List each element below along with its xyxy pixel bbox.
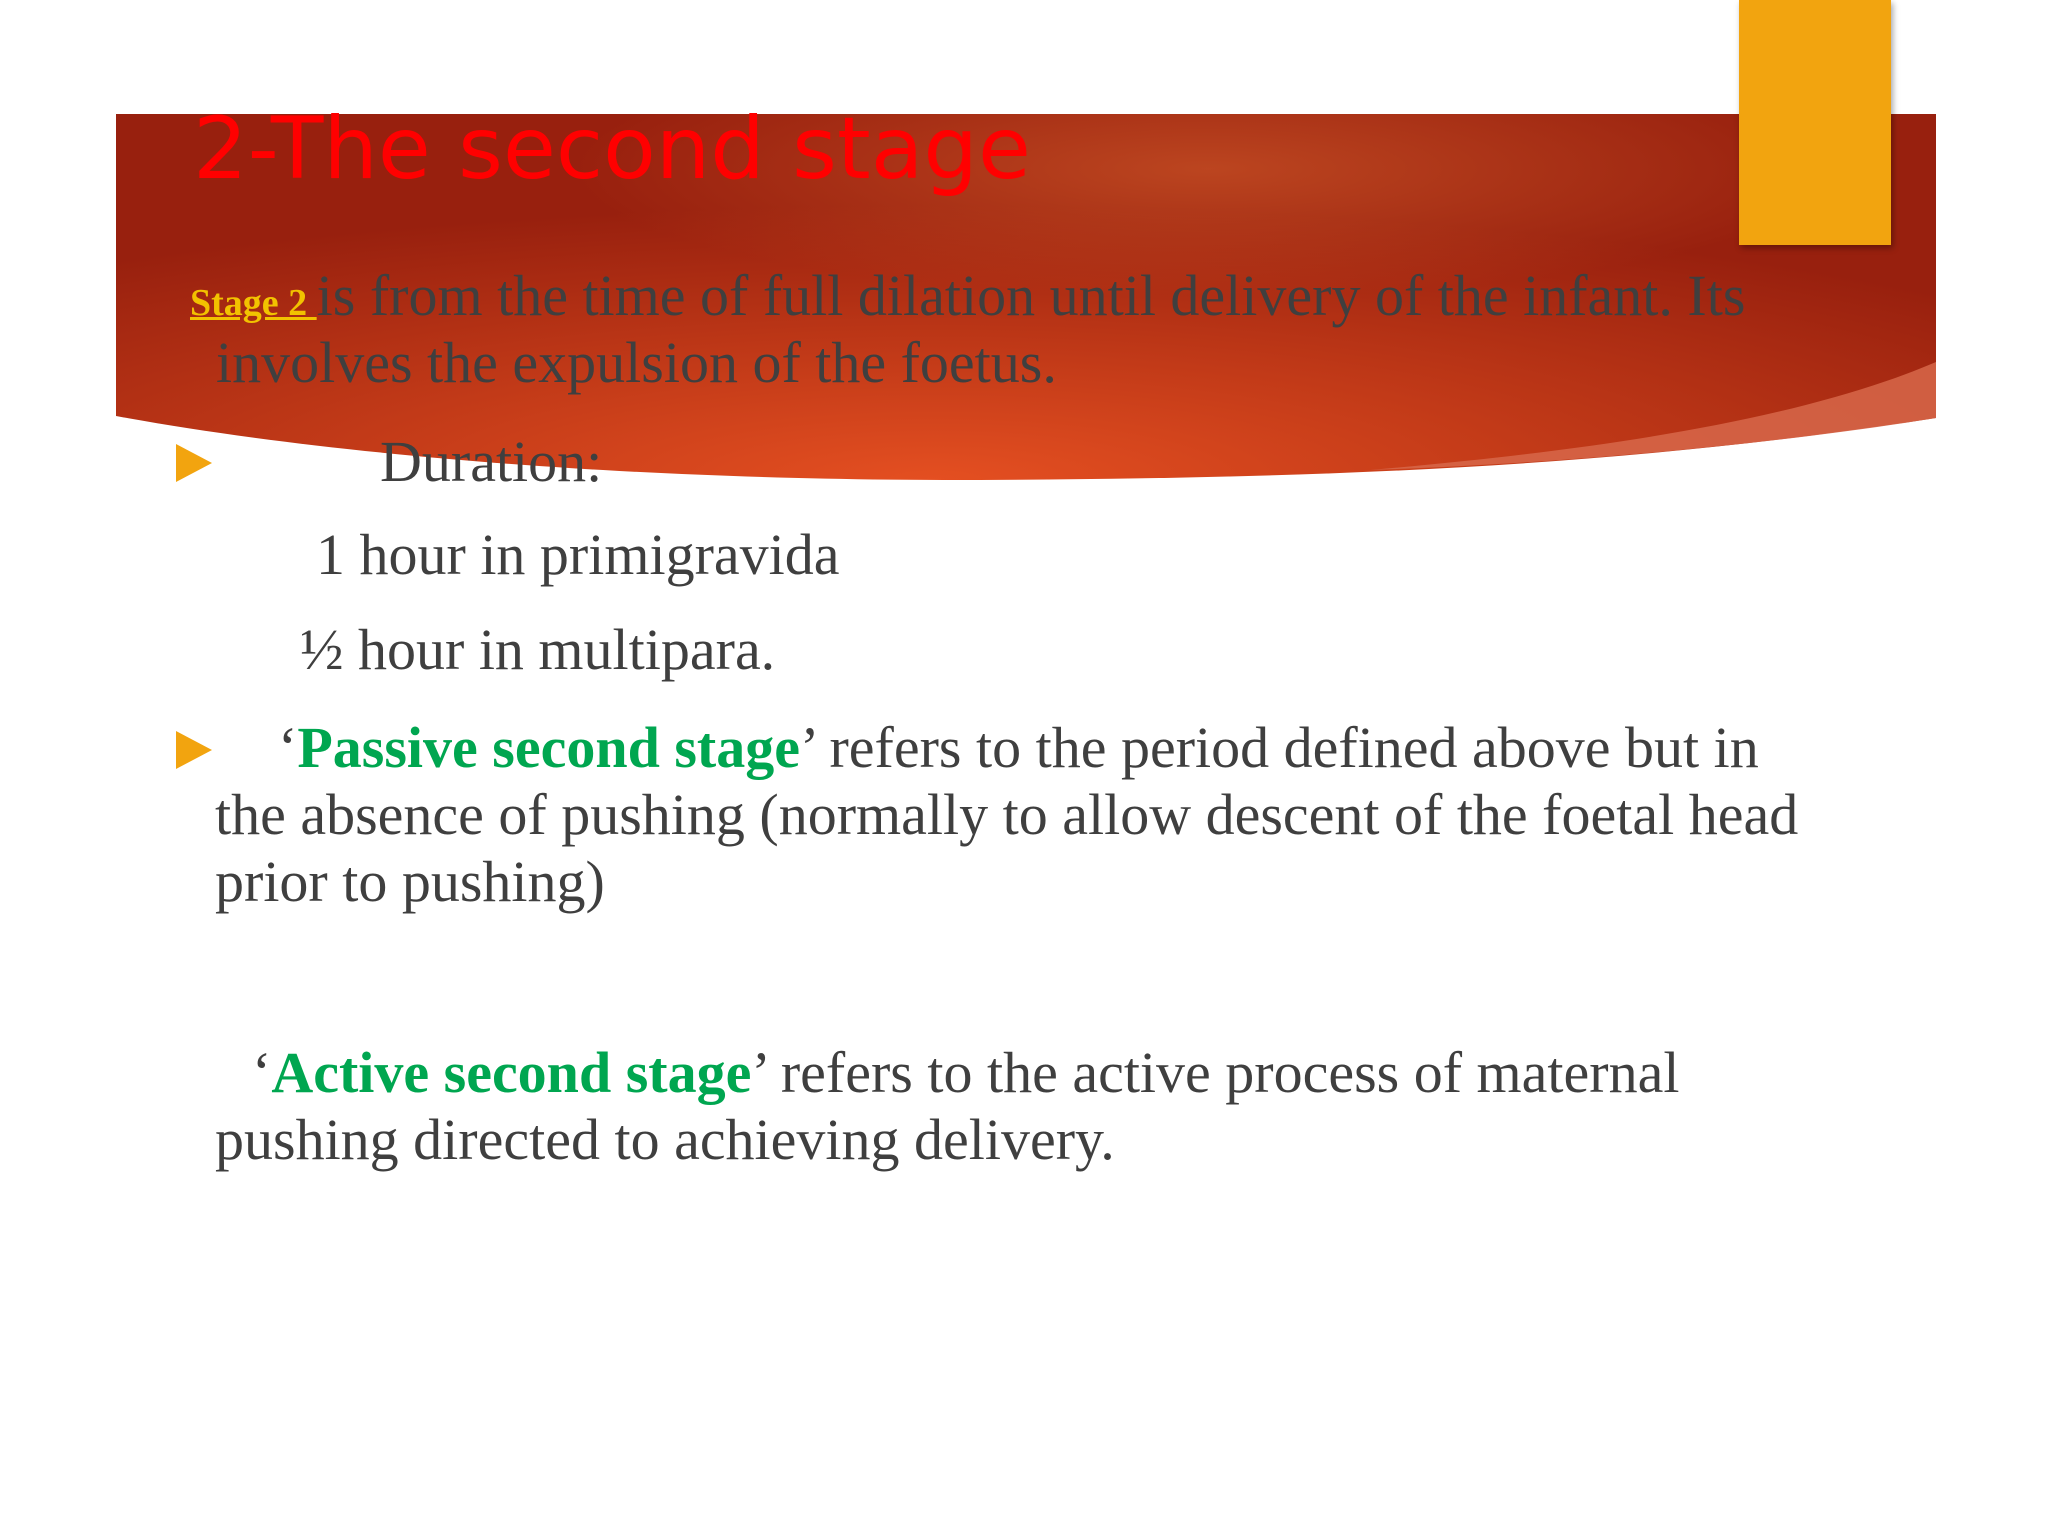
- passive-line-3: prior to pushing): [215, 849, 605, 914]
- duration-item: 1 hour in primigravida: [316, 522, 840, 587]
- passive-term: Passive second stage: [297, 715, 800, 780]
- triangle-bullet-icon: [176, 444, 212, 482]
- passive-line-1: [278, 714, 1759, 782]
- passive-line-2: the absence of pushing (normally to allow descent of the foetal head: [215, 782, 1799, 847]
- open-quote: ‘: [252, 1040, 272, 1105]
- duration-heading: Duration:: [380, 429, 603, 494]
- passive-text-1: ’ refers to the period defined above but in: [799, 715, 1759, 780]
- intro-line-1: [190, 262, 1745, 337]
- stage-label: Stage 2: [190, 282, 317, 324]
- intro-line-2: involves the expulsion of the foetus.: [216, 330, 1057, 395]
- slide-title: 2-The second stage: [193, 99, 1031, 199]
- open-quote: ‘: [278, 715, 298, 780]
- intro-text-1: is from the time of full dilation until delivery of the infant. Its: [316, 263, 1746, 328]
- duration-item: ½ hour in multipara.: [300, 617, 776, 682]
- active-term: Active second stage: [271, 1040, 752, 1105]
- active-text-1: ’ refers to the active process of maternal: [751, 1040, 1680, 1105]
- active-line-1: [252, 1039, 1679, 1107]
- active-line-2: pushing directed to achieving delivery.: [215, 1107, 1115, 1172]
- accent-rectangle: [1739, 0, 1891, 245]
- triangle-bullet-icon: [176, 731, 212, 769]
